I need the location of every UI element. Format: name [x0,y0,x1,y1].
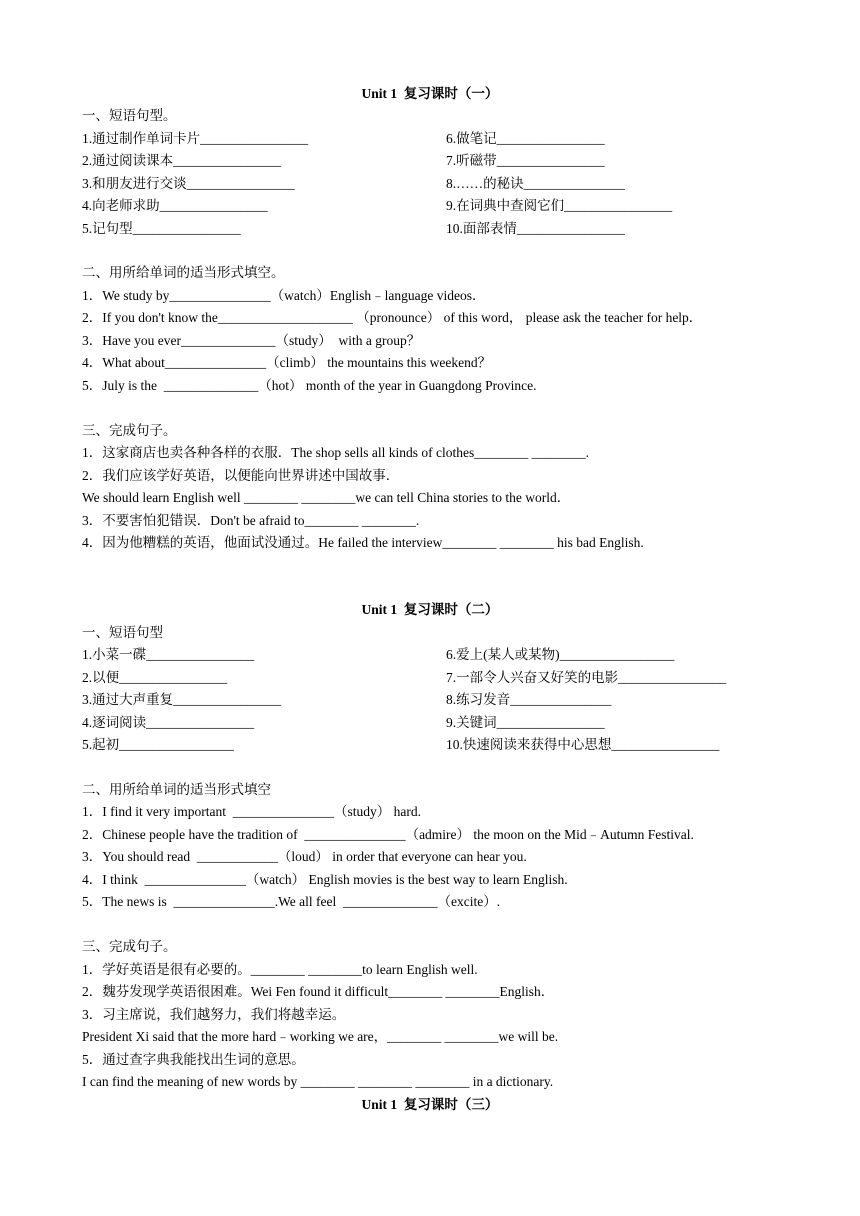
sentence-item: 3．不要害怕犯错误．Don't be afraid to________ ________. [82,513,420,528]
fill-in-item: 3．Have you ever______________（study） with a group？ [82,333,421,348]
sentence-item: We should learn English well ________ ________we can tell China stories to the world． [82,490,571,505]
sentence-item: 1．学好英语是很有必要的。________ ________to learn English well. [82,962,478,977]
phrase-item: 1.通过制作单词卡片________________ [82,131,309,146]
phrase-heading: 一、短语句型。 [82,108,177,123]
sentence-item: 3．习主席说，我们越努力，我们将越幸运。 [82,1007,346,1022]
sentence-heading: 三、完成句子。 [82,939,177,954]
phrase-item: 1.小菜一碟________________ [82,647,255,662]
fill-in-heading: 二、用所给单词的适当形式填空。 [82,265,285,280]
fill-in-item: 5．July is the ______________（hot） month of the year in Guangdong Province. [82,378,537,393]
fill-in-item: 4．What about_______________（climb） the mountains this weekend？ [82,355,492,370]
phrase-item: 5.记句型________________ [82,221,241,236]
section-title-3: Unit 1 复习课时（三） [361,1097,499,1112]
phrase-item: 4.逐词阅读________________ [82,715,255,730]
phrase-item: 10.面部表情________________ [446,221,625,236]
sentence-item: 2．我们应该学好英语，以便能向世界讲述中国故事． [82,468,400,483]
fill-in-heading: 二、用所给单词的适当形式填空 [82,782,271,797]
phrase-item: 6.爱上(某人或某物)_________________ [446,647,675,662]
phrase-item: 10.快速阅读来获得中心思想________________ [446,737,720,752]
phrase-item: 5.起初_________________ [82,737,234,752]
fill-in-item: 5．The news is _______________.We all feel ______________（excite）. [82,894,501,909]
sentence-heading: 三、完成句子。 [82,423,177,438]
sentence-item: 4．因为他糟糕的英语，他面试没通过。He failed the interview________ ________ his bad English. [82,535,644,550]
sentence-item: 5．通过查字典我能找出生词的意思。 [82,1052,305,1067]
phrase-item: 2.以便________________ [82,670,228,685]
phrase-item: 3.通过大声重复________________ [82,692,282,707]
fill-in-item: 1．I find it very important _______________（study） hard. [82,804,421,819]
fill-in-item: 2．If you don't know the____________________ （pronounce） of this word， please ask the teacher for help． [82,310,703,325]
phrase-item: 6.做笔记________________ [446,131,605,146]
section-title-2: Unit 1 复习课时（二） [361,602,499,617]
phrase-item: 8.练习发音_______________ [446,692,612,707]
fill-in-item: 1．We study by_______________（watch）English﹣language videos． [82,288,486,303]
fill-in-item: 4．I think _______________（watch） English movies is the best way to learn English. [82,872,568,887]
phrase-item: 9.在词典中查阅它们________________ [446,198,673,213]
phrase-item: 4.向老师求助________________ [82,198,268,213]
phrase-heading: 一、短语句型 [82,625,163,640]
sentence-item: 1．这家商店也卖各种各样的衣服．The shop sells all kinds of clothes________ ________. [82,445,589,460]
fill-in-item: 3．You should read ____________（loud） in order that everyone can hear you. [82,849,527,864]
phrase-item: 8.……的秘诀_______________ [446,176,625,191]
sentence-item: I can find the meaning of new words by ________ ________ ________ in a dictionary. [82,1074,554,1089]
phrase-item: 7.听磁带________________ [446,153,605,168]
sentence-item: President Xi said that the more hard﹣working we are，________ ________we will be. [82,1029,559,1044]
phrase-item: 9.关键词________________ [446,715,605,730]
phrase-item: 7.一部令人兴奋又好笑的电影________________ [446,670,727,685]
sentence-item: 2．魏芬发现学英语很困难。Wei Fen found it difficult________ ________English． [82,984,555,999]
section-title-1: Unit 1 复习课时（一） [361,86,499,101]
phrase-item: 3.和朋友进行交谈________________ [82,176,295,191]
phrase-item: 2.通过阅读课本________________ [82,153,282,168]
fill-in-item: 2．Chinese people have the tradition of _______________（admire） the moon on the Mid﹣Autumn Festival. [82,827,694,842]
